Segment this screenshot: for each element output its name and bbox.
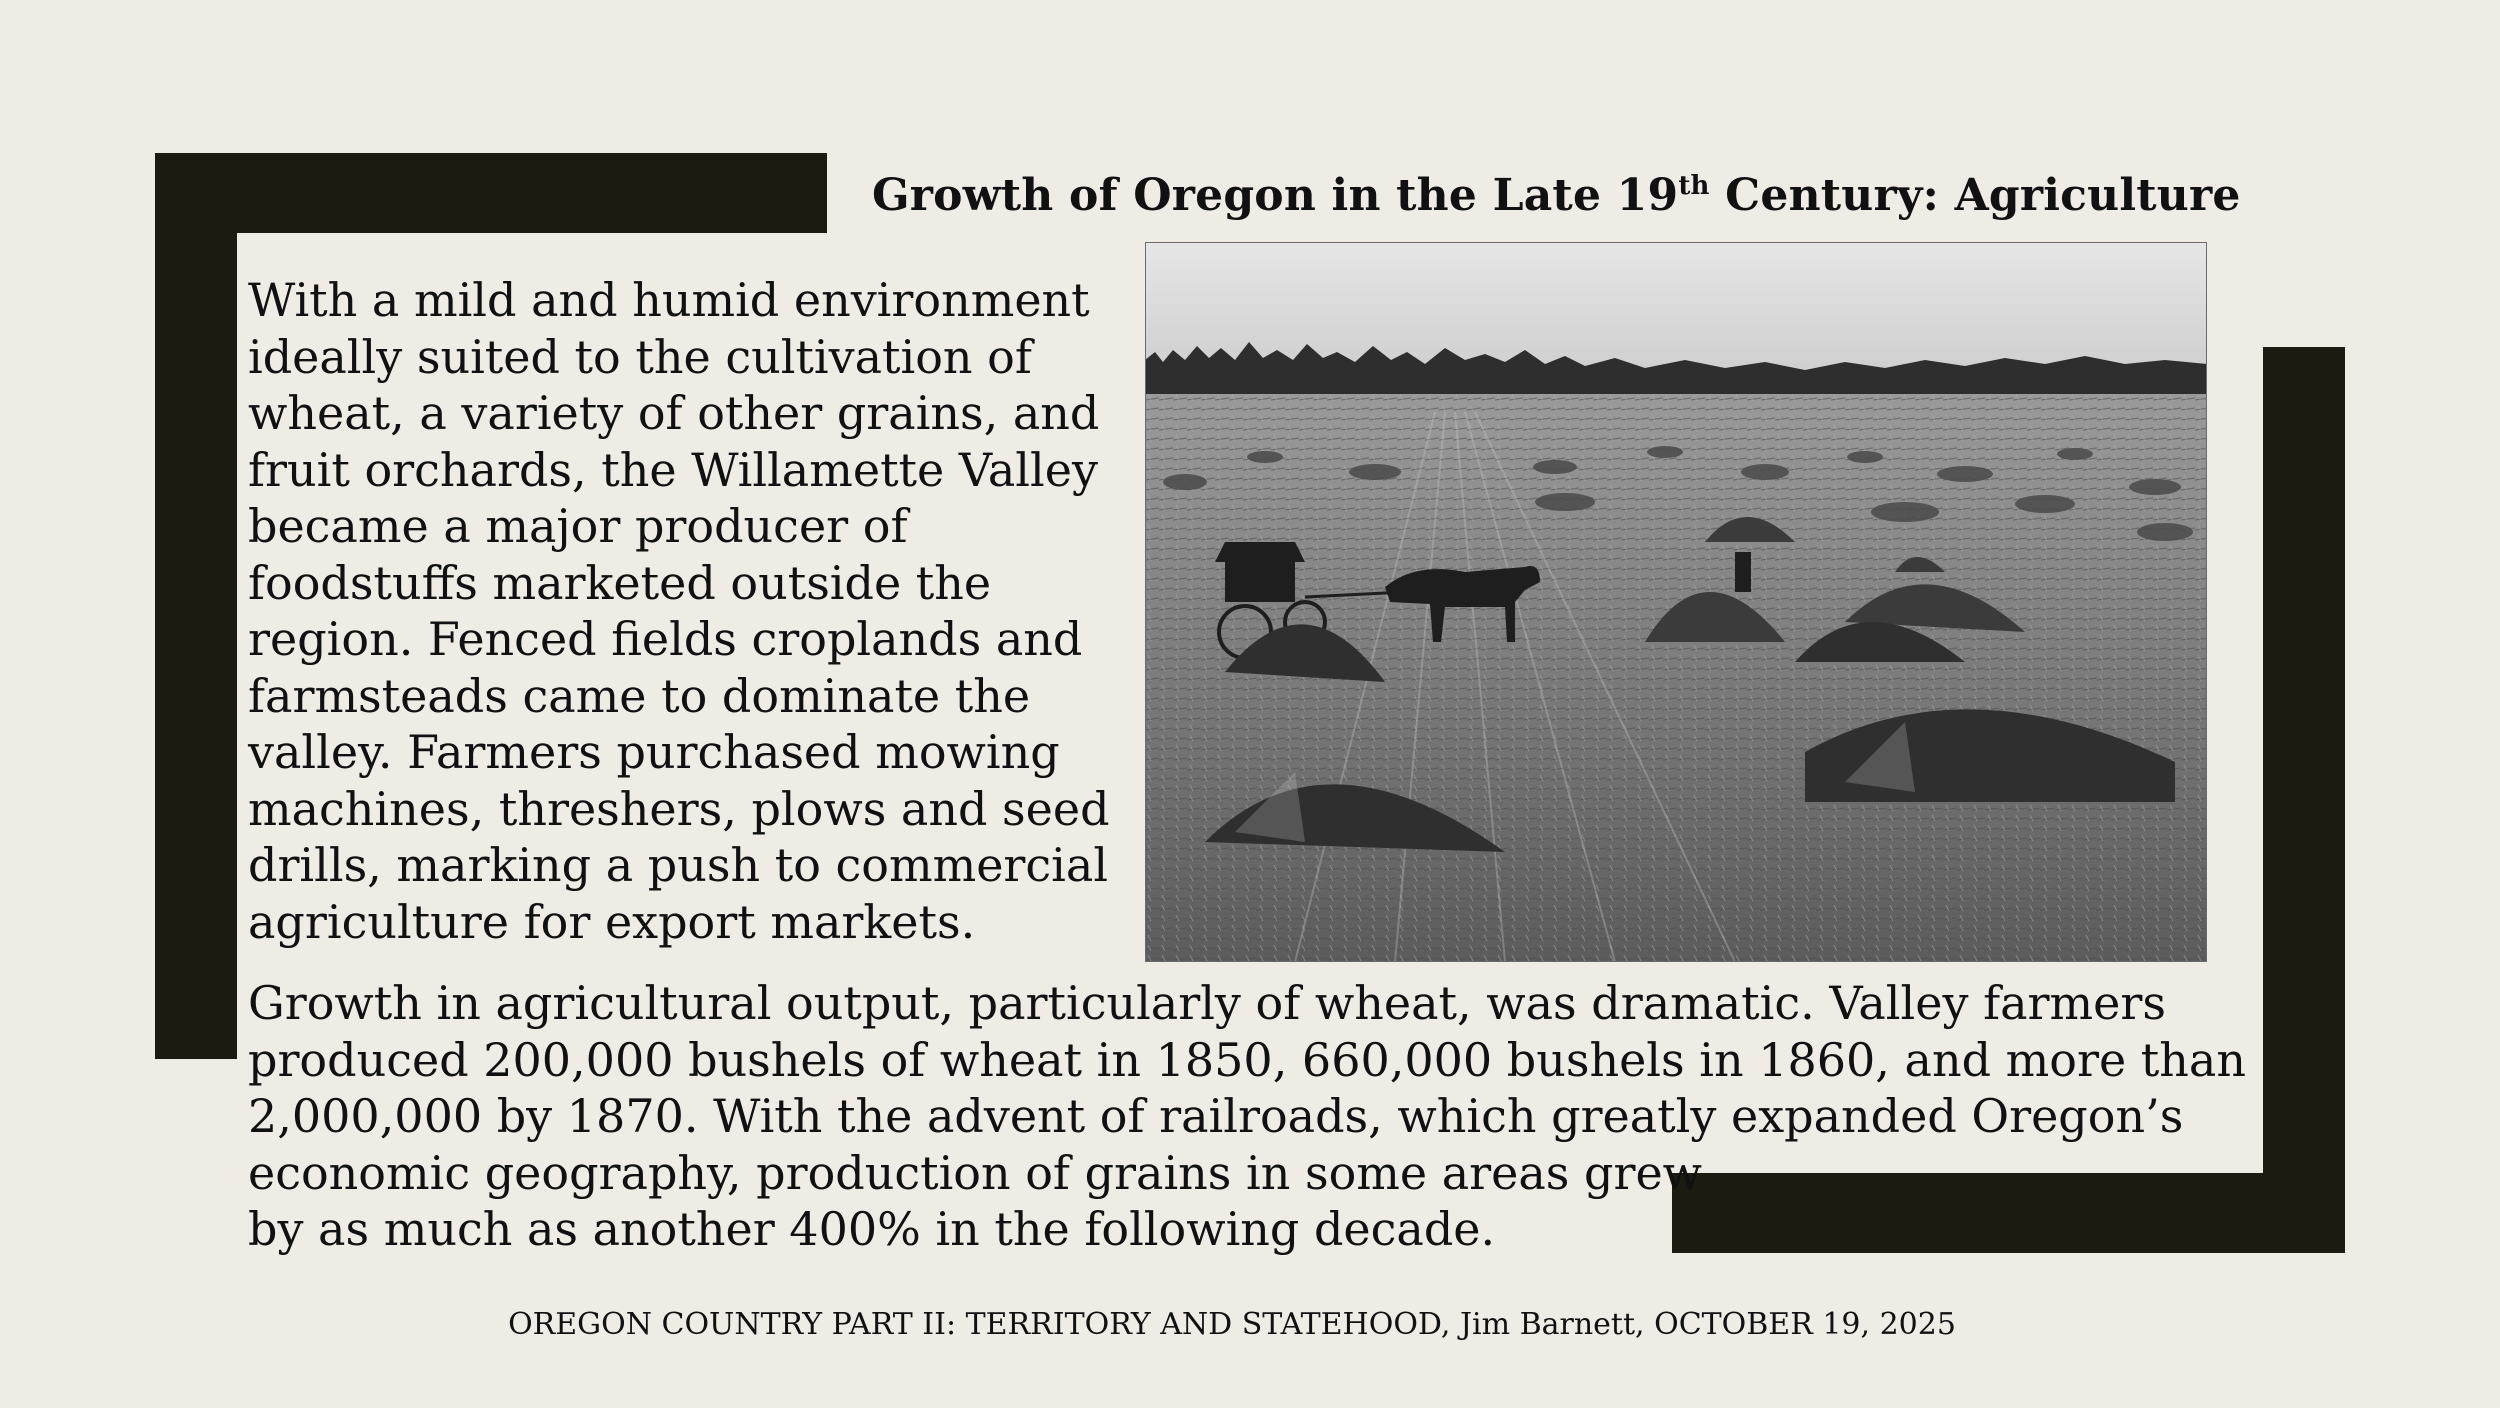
frame-bar-top-left-vertical — [155, 153, 237, 1059]
historic-wheat-field-photo — [1145, 242, 2207, 962]
body-paragraph-1 — [248, 272, 1128, 950]
paragraph-line: farmsteads came to dominate the — [248, 668, 1031, 723]
paragraph-line: Growth in agricultural output, particularly of wheat, was dramatic. Valley farmers — [248, 976, 2166, 1030]
frame-bar-bottom-right-vertical — [2263, 347, 2345, 1253]
paragraph-line: fruit orchards, the Willamette Valley — [248, 442, 1098, 497]
paragraph-line: machines, threshers, plows and seed — [248, 781, 1110, 836]
paragraph-line: region. Fenced fields croplands and — [248, 612, 1083, 666]
paragraph-line: 2,000,000 by 1870. With the advent of railroads, which greatly expanded Oregon’s — [248, 1089, 2184, 1143]
paragraph-line: With a mild and humid environment — [248, 273, 1090, 327]
paragraph-line: valley. Farmers purchased mowing — [248, 725, 1060, 779]
body-paragraph-2 — [248, 975, 2248, 1258]
paragraph-line: produced 200,000 bushels of wheat in 1850, 660,000 bushels in 1860, and more than — [248, 1032, 2246, 1087]
slide-title — [872, 170, 2241, 221]
paragraph-line: drills, marking a push to commercial — [248, 838, 1109, 892]
paragraph-line: economic geography, production of grains in some areas grew — [248, 1145, 1703, 1200]
paragraph-line: by as much as another 400% in the following decade. — [248, 1202, 1496, 1256]
paragraph-line: ideally suited to the cultivation of — [248, 329, 1032, 384]
paragraph-line: agriculture for export markets. — [248, 894, 976, 949]
paragraph-line: wheat, a variety of other grains, and — [248, 386, 1100, 440]
slide-footer: OREGON COUNTRY PART II: TERRITORY AND STATEHOOD, Jim Barnett, OCTOBER 19, 2025 — [508, 1307, 1956, 1342]
title-superscript: th — [1678, 171, 1710, 201]
paragraph-line: became a major producer of — [248, 499, 908, 553]
frame-bar-top-left-horizontal — [155, 153, 827, 233]
title-text: Growth of Oregon in the Late 19 — [872, 170, 1679, 221]
paragraph-line: foodstuffs marketed outside the — [248, 555, 992, 610]
title-text-tail: Century: Agriculture — [1709, 170, 2241, 221]
